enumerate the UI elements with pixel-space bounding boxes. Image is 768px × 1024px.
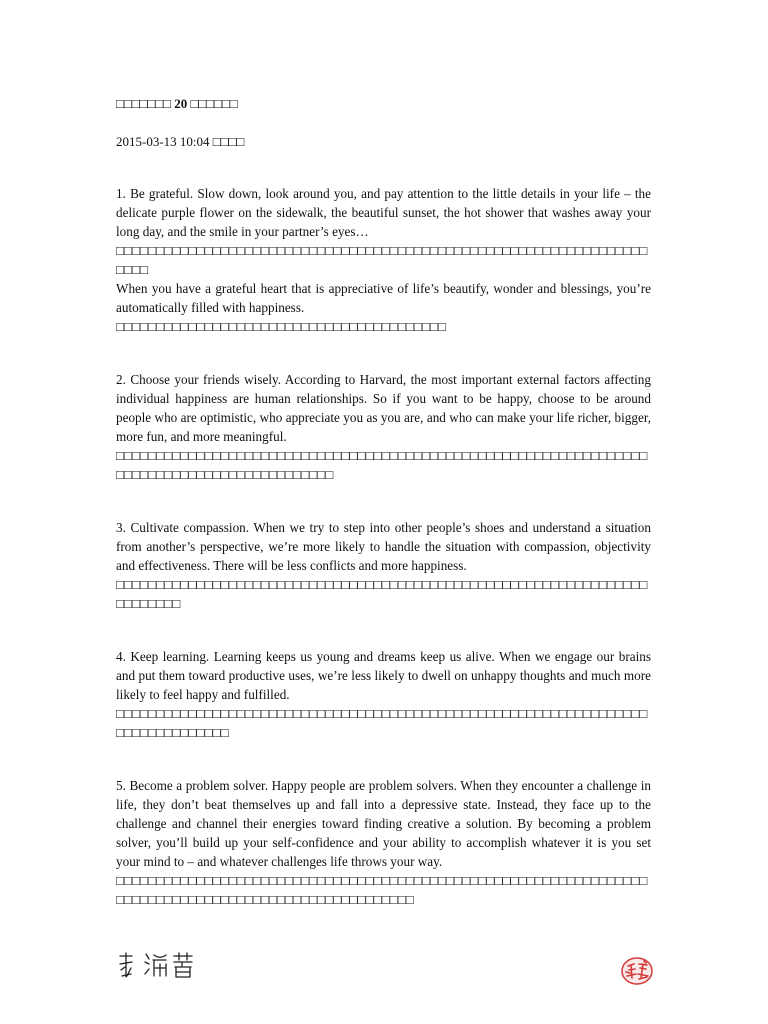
tip-english-text: 3. Cultivate compassion. When we try to step into other people’s shoes and understand a situation from another’s perspective, we’re more likely to handle the situation with compassion, objectivity and effectiveness. There will be less conflicts and more happiness. — [116, 520, 651, 573]
tip-chinese-text: □□□□□□□□□□□□□□□□□□□□□□□□□□□□□□□□□□□□□□□□□□□□□□□□□□□□□□□□□□□□□□□□□□□□□□□□□□□□□□□□□□□□□□□□□□□□□ — [116, 448, 648, 482]
tip-english-text-continued: When you have a grateful heart that is appreciative of life’s beautify, wonder and blessings, you’re automatically filled with happiness. — [116, 281, 651, 315]
tip-chinese-text: □□□□□□□□□□□□□□□□□□□□□□□□□□□□□□□□□□□□□□□□□□□□□□□□□□□□□□□□□□□□□□□□□□□□□□□□□□□□□□□□□□□□□□□□□□□□□□□□□□□□□□□ — [116, 873, 648, 907]
tip-item-1 — [116, 184, 651, 336]
date-line: 2015-03-13 10:04 □□□□ — [116, 134, 245, 149]
page-title: □□□□□□□ 20 □□□□□□ — [116, 96, 238, 111]
tip-chinese-text-continued: □□□□□□□□□□□□□□□□□□□□□□□□□□□□□□□□□□□□□□□□□ — [116, 319, 447, 334]
calligraphy-signature-icon — [116, 950, 196, 980]
tip-english-text: 4. Keep learning. Learning keeps us young and dreams keep us alive. When we engage our brains and put them toward productive uses, we’re less likely to dwell on unhappy thoughts and much more likely to feel happy and fulfilled. — [116, 649, 651, 702]
tip-chinese-text: □□□□□□□□□□□□□□□□□□□□□□□□□□□□□□□□□□□□□□□□□□□□□□□□□□□□□□□□□□□□□□□□□□□□□□□□□□ — [116, 577, 648, 611]
tip-chinese-text: □□□□□□□□□□□□□□□□□□□□□□□□□□□□□□□□□□□□□□□□□□□□□□□□□□□□□□□□□□□□□□□□□□□□□□ — [116, 243, 648, 277]
tip-item-2 — [116, 370, 651, 484]
tip-english-text: 5. Become a problem solver. Happy people are problem solvers. When they encounter a challenge in life, they don’t beat themselves up and fall into a depressive state. Instead, they face up to the challenge and channel their energies toward finding creative a solution. By becoming a problem solver, you’ll build up your self-confidence and your ability to accomplish whatever it is you set your mind to – and whatever challenges life throws your way. — [116, 778, 651, 869]
article-body — [116, 96, 651, 909]
tip-english-text: 1. Be grateful. Slow down, look around you, and pay attention to the little details in your life – the delicate purple flower on the sidewalk, the beautiful sunset, the hot shower that washes away your long day, and the smile in your partner’s eyes… — [116, 186, 651, 239]
tip-english-text: 2. Choose your friends wisely. According to Harvard, the most important external factors affecting individual happiness are human relationships. So if you want to be happy, choose to be around people who are optimistic, who appreciate you as you are, and who can make your life richer, bigger, more fun, and more meaningful. — [116, 372, 651, 444]
tip-item-3 — [116, 518, 651, 613]
tip-item-5 — [116, 776, 651, 909]
red-seal-stamp-icon — [620, 956, 654, 986]
tip-chinese-text: □□□□□□□□□□□□□□□□□□□□□□□□□□□□□□□□□□□□□□□□□□□□□□□□□□□□□□□□□□□□□□□□□□□□□□□□□□□□□□□□ — [116, 706, 648, 740]
tip-item-4 — [116, 647, 651, 742]
